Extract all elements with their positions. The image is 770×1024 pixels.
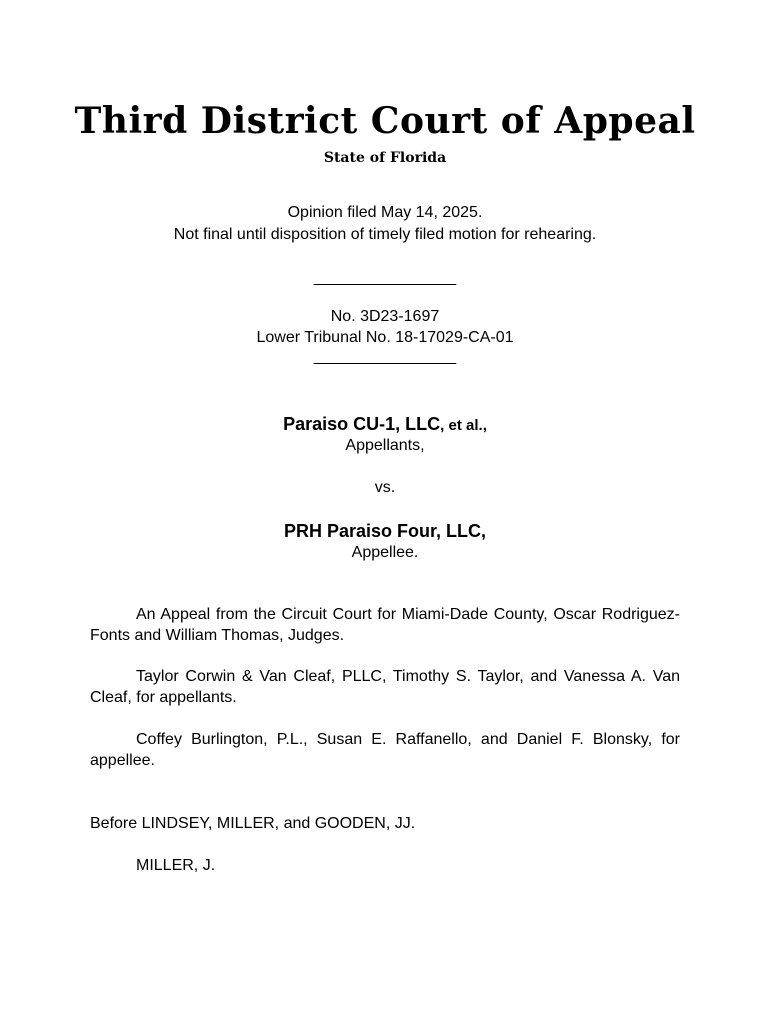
appellants-counsel-paragraph: Taylor Corwin & Van Cleaf, PLLC, Timothy S. Taylor, and Vanessa A. Van Cleaf, for appellants.	[90, 668, 680, 706]
appellant-name: Paraiso CU-1, LLC	[283, 414, 441, 434]
appellee-line	[0, 520, 770, 544]
appellant-line	[0, 413, 770, 437]
appellee-role: Appellee.	[351, 544, 419, 561]
versus: vs.	[374, 479, 396, 496]
opinion-filed-date: Opinion filed May 14, 2025.	[287, 204, 483, 221]
court-title: Third District Court of Appeal	[74, 100, 696, 142]
lower-tribunal-number: Lower Tribunal No. 18-17029-CA-01	[256, 329, 514, 346]
not-final-notice: Not final until disposition of timely filed motion for rehearing.	[173, 226, 597, 243]
case-number: No. 3D23-1697	[330, 308, 440, 325]
appellant-role: Appellants,	[345, 437, 425, 454]
panel-line: Before LINDSEY, MILLER, and GOODEN, JJ.	[90, 815, 416, 832]
court-state: State of Florida	[323, 150, 447, 166]
appellee-suffix: ,	[481, 521, 487, 541]
appeal-from-paragraph: An Appeal from the Circuit Court for Miami-Dade County, Oscar Rodriguez-Fonts and William Thomas, Judges.	[90, 606, 680, 644]
appellee-counsel-paragraph: Coffey Burlington, P.L., Susan E. Raffanello, and Daniel F. Blonsky, for appellee.	[90, 731, 680, 769]
opinion-author: MILLER, J.	[136, 857, 216, 874]
divider-bottom: ________________	[313, 348, 457, 365]
appellant-suffix: , et al.,	[440, 417, 487, 434]
appellee-name: PRH Paraiso Four, LLC	[283, 521, 482, 541]
divider-top: ________________	[313, 269, 457, 286]
